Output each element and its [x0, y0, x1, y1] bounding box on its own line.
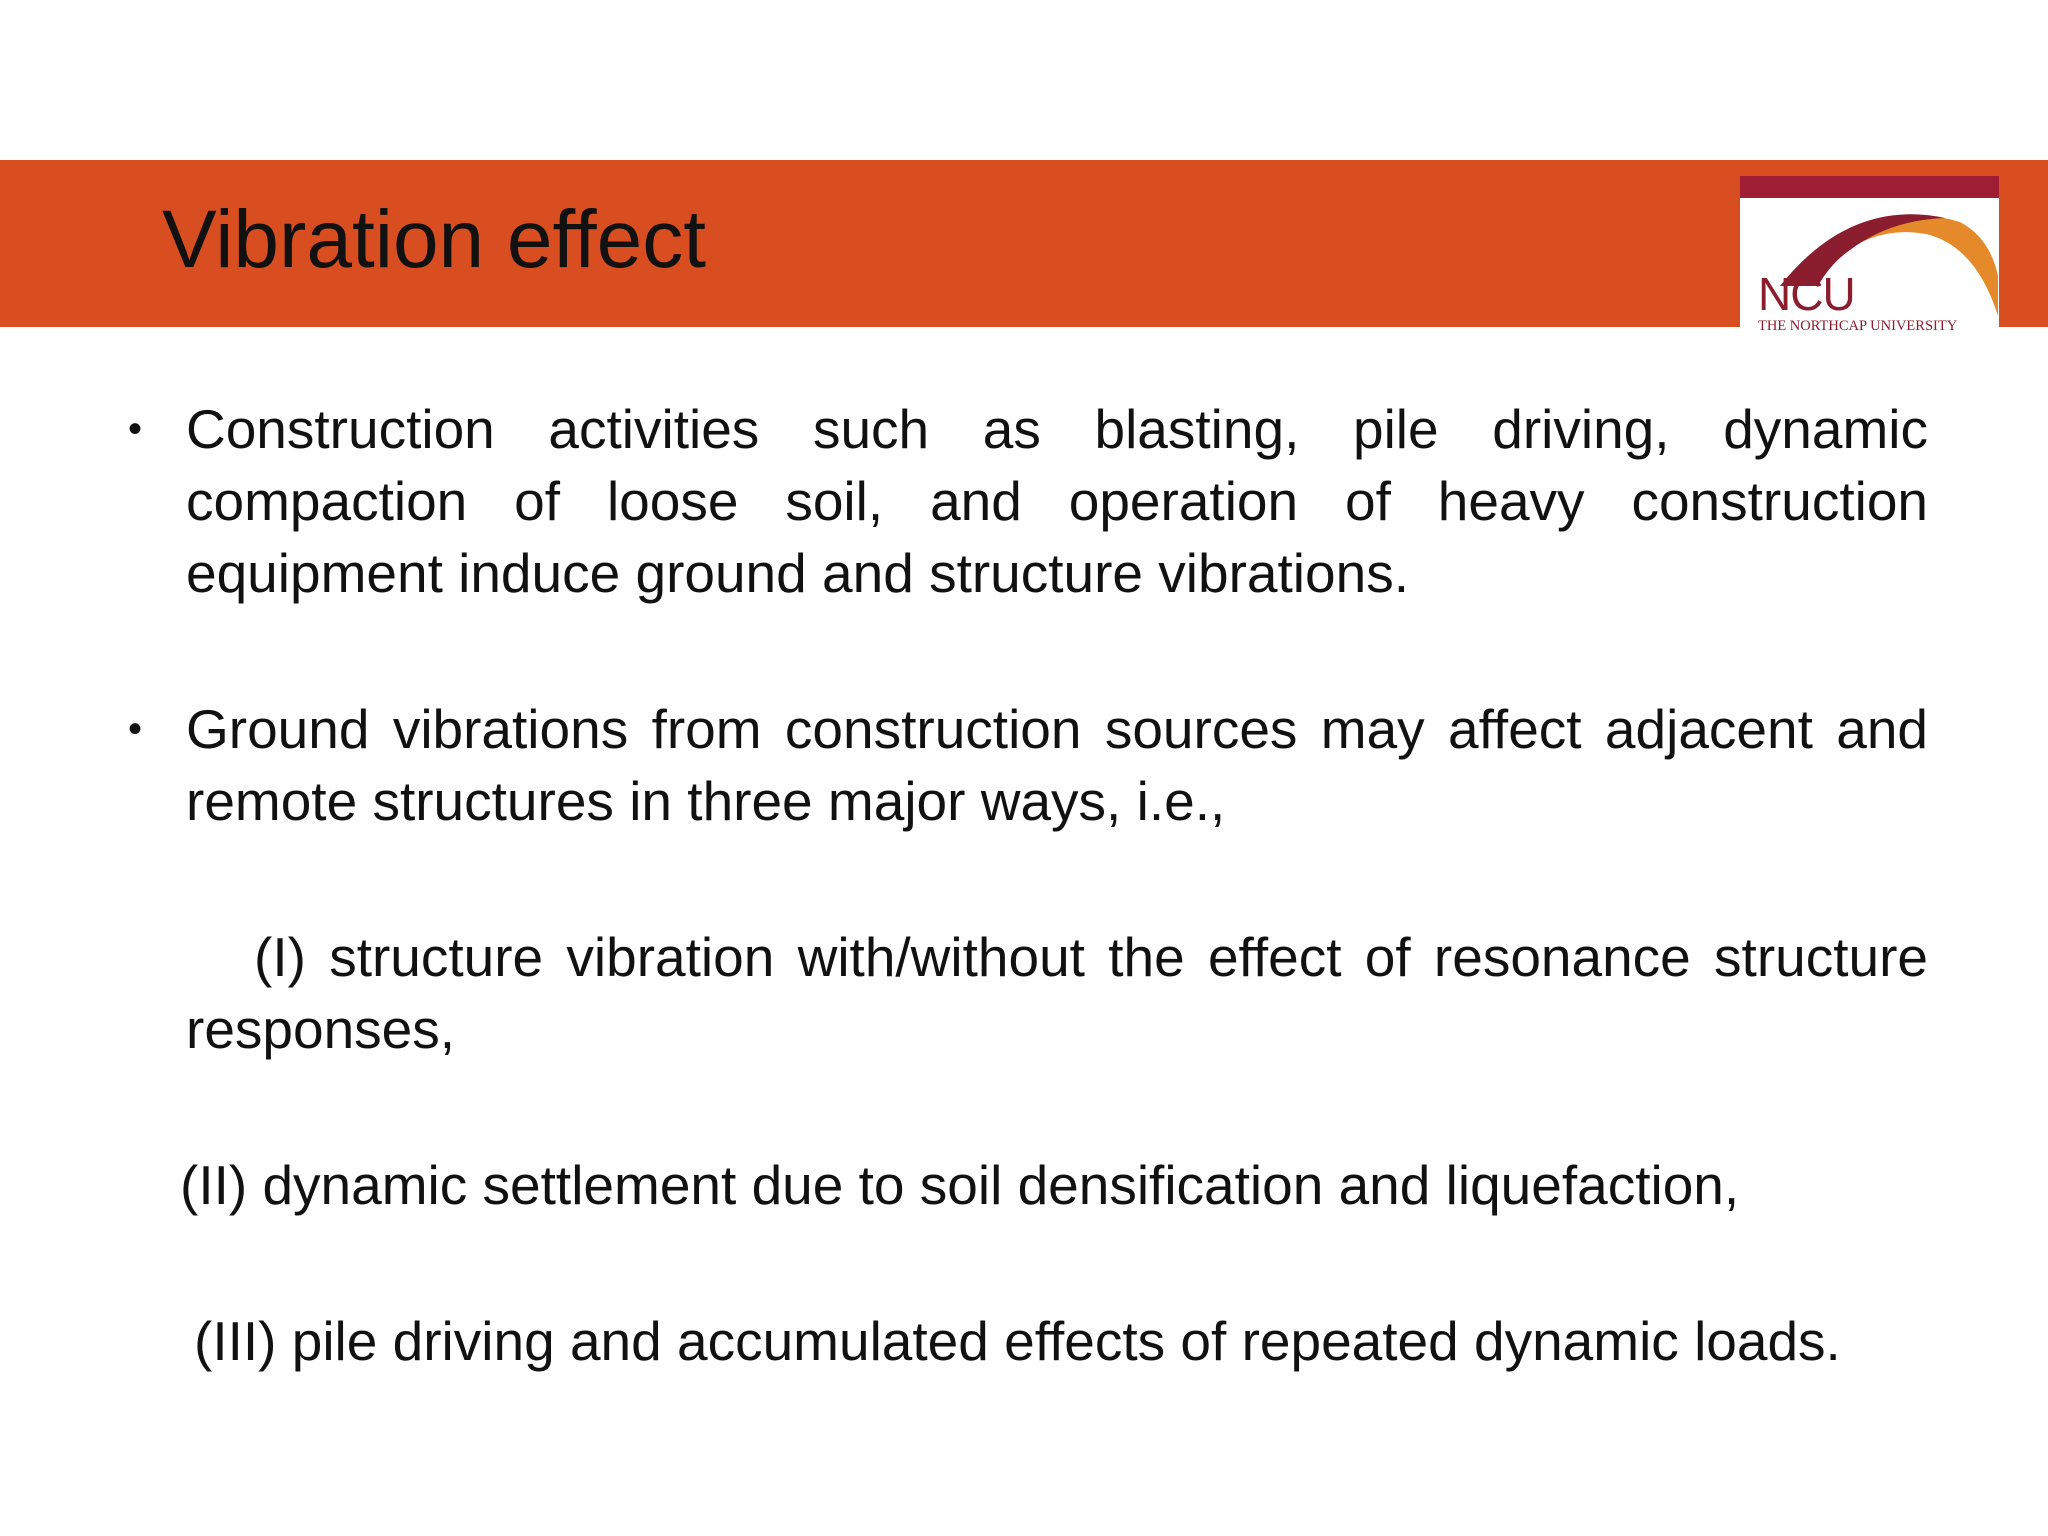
sub-point-text-3: (III) pile driving and accumulated effects of repeated dynamic loads.: [194, 1310, 1841, 1372]
bullet-item-1: [186, 393, 1928, 609]
sub-point-text-1: (I) structure vibration with/without the effect of resonance structure responses,: [186, 926, 1928, 1060]
bullet-marker-1: •: [128, 407, 143, 451]
sub-point-3: [186, 1305, 1928, 1377]
slide-title: Vibration effect: [162, 194, 707, 285]
logo-subtitle: THE NORTHCAP UNIVERSITY: [1758, 318, 1958, 334]
bullet-text-1: Construction activities such as blasting, pile driving, dynamic compaction of loose soil, and operation of heavy construction equipment induce ground and structure vibrations.: [186, 398, 1928, 604]
bullet-item-2: [186, 693, 1928, 837]
university-logo: [1740, 176, 1999, 344]
logo-name: NCU: [1758, 268, 1855, 320]
logo-top-bar: [1740, 176, 1999, 198]
bullet-text-2: Ground vibrations from construction sources may affect adjacent and remote structures in three major ways, i.e.,: [186, 698, 1928, 832]
sub-point-1: [186, 921, 1928, 1065]
bullet-marker-2: •: [128, 707, 143, 751]
sub-point-2: [180, 1149, 1922, 1221]
sub-point-text-2: (II) dynamic settlement due to soil densification and liquefaction,: [180, 1154, 1740, 1216]
